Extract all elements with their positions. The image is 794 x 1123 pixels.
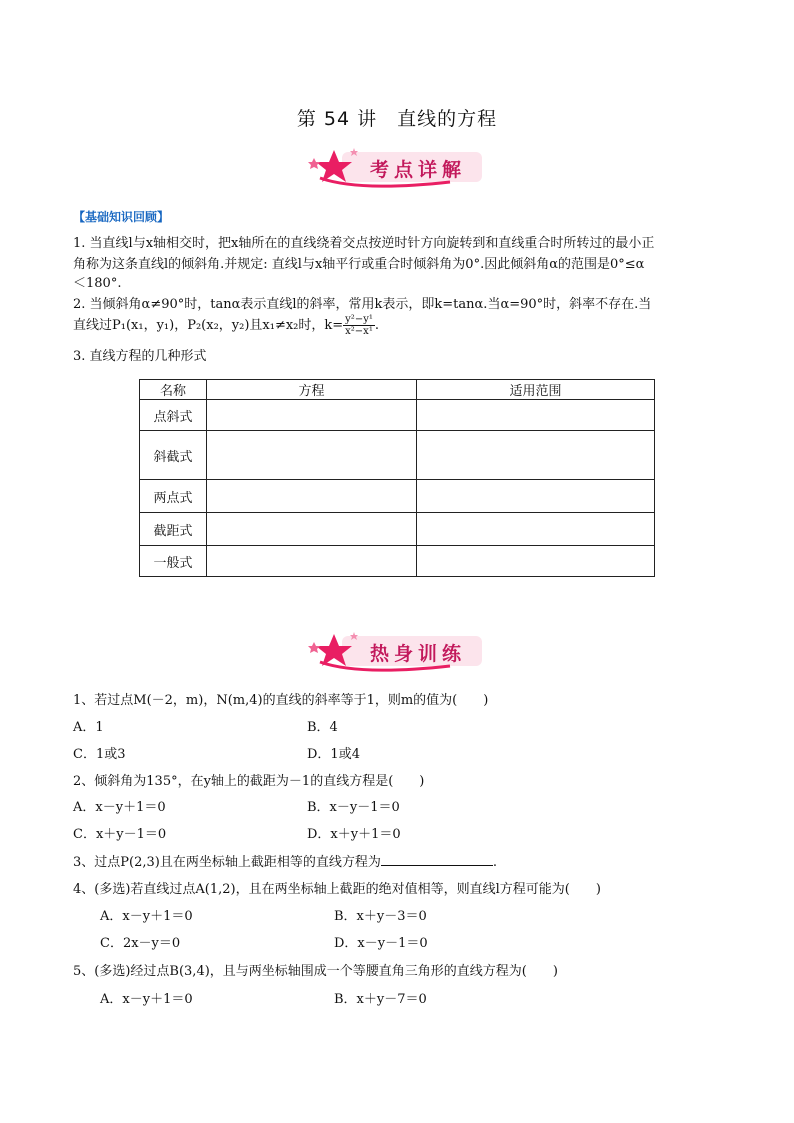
section-banner-kaodian <box>300 148 490 192</box>
option-b: B．x＋y－3＝0 <box>334 909 427 924</box>
page-title: 第 54 讲 直线的方程 <box>296 108 498 130</box>
table-cell <box>417 480 655 513</box>
table-header: 适用范围 <box>417 380 655 400</box>
slope-text: 直线过P₁(x₁，y₁)，P₂(x₂，y₂)且x₁≠x₂时，k= <box>73 318 344 333</box>
equation-forms-table <box>139 379 655 577</box>
banner-label: 热身训练 <box>369 643 466 665</box>
table-cell: 一般式 <box>140 546 207 577</box>
table-cell <box>417 546 655 577</box>
table-cell <box>207 546 417 577</box>
option-b: B．x＋y－7＝0 <box>334 992 427 1007</box>
table-cell <box>417 513 655 546</box>
question-3-end: . <box>492 855 497 870</box>
option-a: A．1 <box>73 720 104 735</box>
paragraph-line: ＜180°. <box>73 276 122 291</box>
paragraph-line: 角称为这条直线l的倾斜角.并规定: 直线l与x轴平行或重合时倾斜角为0°.因此倾斜角α的范围是0°≤α <box>73 257 645 272</box>
table-header: 名称 <box>140 380 207 400</box>
slope-fraction <box>343 314 375 337</box>
table-cell <box>207 400 417 431</box>
table-cell <box>417 431 655 480</box>
option-c: C．x＋y－1＝0 <box>73 827 167 842</box>
period: . <box>374 318 379 333</box>
question-4: 4、(多选)若直线过点A(1,2)，且在两坐标轴上截距的绝对值相等，则直线l方程可能为( ) <box>73 882 601 897</box>
section-heading: 【基础知识回顾】 <box>73 210 170 224</box>
question-3 <box>73 851 497 870</box>
table-header: 方程 <box>207 380 417 400</box>
option-d: D．1或4 <box>307 747 360 762</box>
banner-label: 考点详解 <box>369 159 466 181</box>
table-cell <box>417 400 655 431</box>
table-row <box>140 400 655 431</box>
table-header-row <box>140 380 655 400</box>
paragraph-line <box>73 314 379 337</box>
option-a: A．x－y＋1＝0 <box>100 992 193 1007</box>
table-cell <box>207 513 417 546</box>
section-banner-reshen <box>300 632 490 676</box>
table-cell: 点斜式 <box>140 400 207 431</box>
option-a: A．x－y＋1＝0 <box>73 800 166 815</box>
table-row <box>140 513 655 546</box>
table-row <box>140 431 655 480</box>
table-cell <box>207 431 417 480</box>
question-1: 1、若过点M(－2，m)，N(m,4)的直线的斜率等于1，则m的值为( ) <box>73 693 489 708</box>
option-d: D．x＋y＋1＝0 <box>307 827 401 842</box>
fraction-numerator: y²−y¹ <box>345 314 373 325</box>
paragraph-line: 3. 直线方程的几种形式 <box>73 349 207 364</box>
option-d: D．x－y－1＝0 <box>334 936 428 951</box>
table-cell: 斜截式 <box>140 431 207 480</box>
table-row <box>140 480 655 513</box>
question-5: 5、(多选)经过点B(3,4)，且与两坐标轴围成一个等腰直角三角形的直线方程为( ) <box>73 964 558 979</box>
table-cell: 截距式 <box>140 513 207 546</box>
answer-blank <box>381 853 493 866</box>
option-a: A．x－y＋1＝0 <box>100 909 193 924</box>
fraction-denominator: x²−x¹ <box>345 326 373 337</box>
table-cell <box>207 480 417 513</box>
option-c: C．2x－y＝0 <box>100 936 181 951</box>
option-b: B．4 <box>307 720 338 735</box>
question-3-text: 3、过点P(2,3)且在两坐标轴上截距相等的直线方程为 <box>73 855 381 870</box>
question-2: 2、倾斜角为135°，在y轴上的截距为－1的直线方程是( ) <box>73 774 425 789</box>
option-c: C．1或3 <box>73 747 126 762</box>
paragraph-line: 2. 当倾斜角α≠90°时，tanα表示直线l的斜率，常用k表示，即k=tanα.当α=90°时，斜率不存在.当 <box>73 297 652 312</box>
paragraph-line: 1. 当直线l与x轴相交时，把x轴所在的直线绕着交点按逆时针方向旋转到和直线重合时所转过的最小正 <box>73 236 655 251</box>
table-cell: 两点式 <box>140 480 207 513</box>
option-b: B．x－y－1＝0 <box>307 800 400 815</box>
table-row <box>140 546 655 577</box>
